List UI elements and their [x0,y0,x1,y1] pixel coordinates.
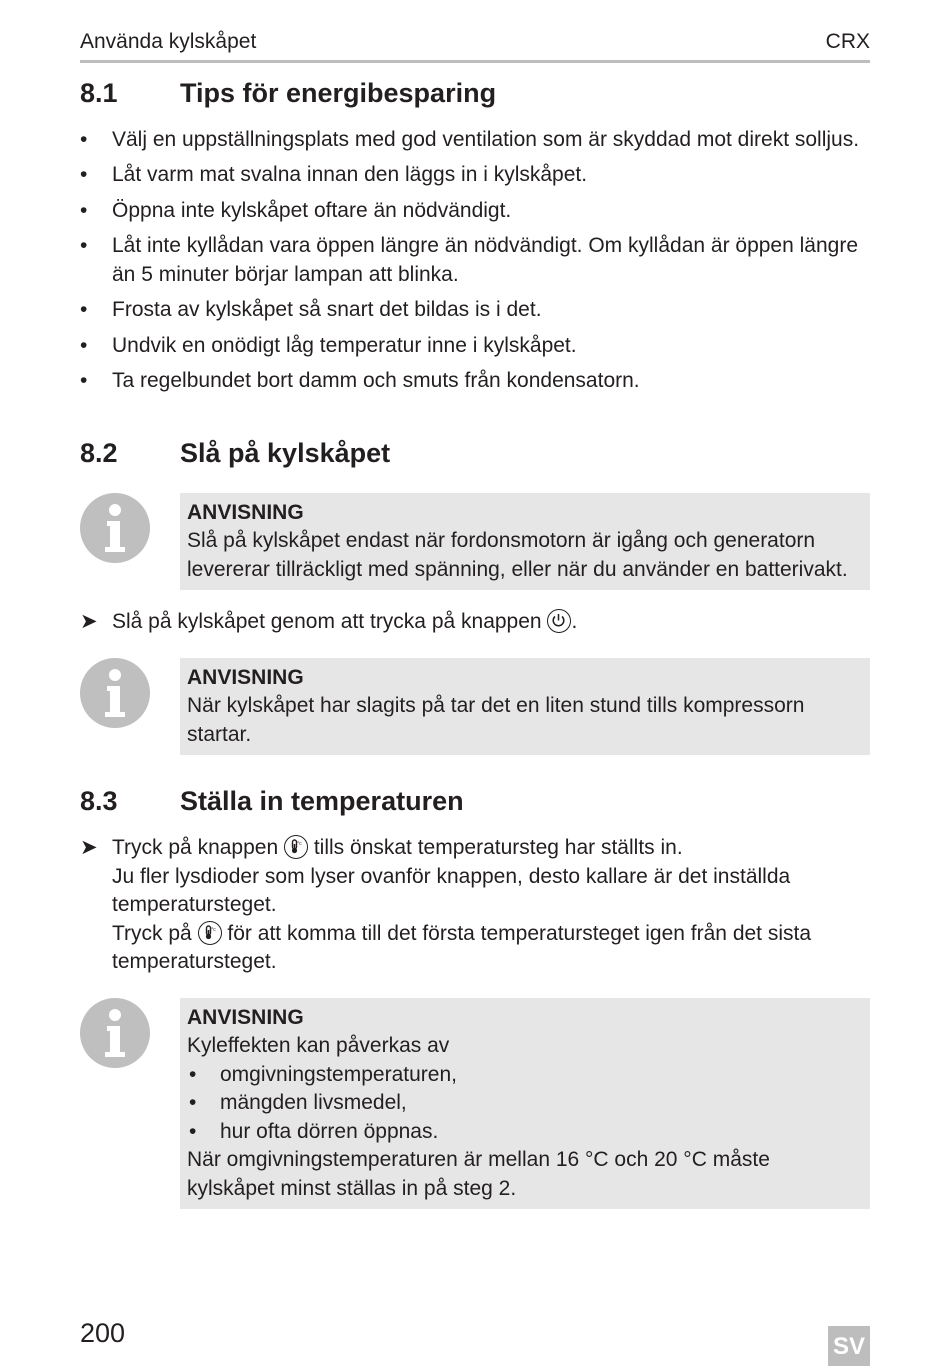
notice-text: Kyleffekten kan påverkas av [187,1034,450,1057]
page-number: 200 [80,1318,126,1348]
section-title: Slå på kylskåpet [180,438,391,468]
language-badge: SV [828,1326,870,1366]
section-title: Tips för energibesparing [180,78,497,108]
info-icon [80,658,150,728]
power-icon [547,609,571,633]
info-icon [80,998,150,1068]
running-header-chapter: Använda kylskåpet [80,30,257,53]
instruction-step [80,834,870,977]
section-heading-8-2 [80,438,390,469]
list-item: • Låt varm mat svalna innan den läggs in i kylskåpet. [80,161,870,190]
thermometer-icon [198,921,222,945]
section-number: 8.1 [80,78,118,108]
instruction-step [80,608,870,637]
section-number: 8.3 [80,786,118,816]
notice-title: ANVISNING [187,1006,304,1029]
energy-tips-list [80,126,870,402]
step-explanation: Ju fler lysdioder som lyser ovanför knappen, desto kallare är det inställda temperatursteget. [112,864,791,917]
thermometer-icon [284,835,308,859]
notice-box [180,658,870,755]
notice-title: ANVISNING [187,666,304,689]
svg-text:°c: °c [210,926,216,933]
step-text-end: . [571,610,578,633]
info-icon [80,493,150,563]
running-header-model: CRX [825,30,870,53]
list-item: • mängden livsmedel, [187,1089,862,1118]
notice-box [180,493,870,590]
factors-list [187,1061,862,1147]
step-text: tills önskat temperatursteg har ställts in. [313,836,683,859]
notice-text: När kylskåpet har slagits på tar det en liten stund tills kompressorn startar. [187,694,805,746]
step-text: för att komma till det första temperatursteget igen från det sista temperatursteget. [112,921,812,974]
list-item: • Undvik en onödigt låg temperatur inne i kylskåpet. [80,332,870,361]
step-text: Tryck på [112,921,192,945]
step-arrow: ➤ [80,836,98,859]
list-item: • Öppna inte kylskåpet oftare än nödvändigt. [80,197,870,226]
section-number: 8.2 [80,438,118,468]
notice-title: ANVISNING [187,501,304,524]
list-item: • Låt inte kyllådan vara öppen längre än nödvändigt. Om kyllådan är öppen längre än 5 minuter börjar lampan att blinka. [80,232,870,289]
step-arrow: ➤ [80,610,98,633]
list-item: • Ta regelbundet bort damm och smuts från kondensatorn. [80,367,870,396]
list-item: • Välj en uppställningsplats med god ventilation som är skyddad mot direkt solljus. [80,126,870,155]
notice-text: När omgivningstemperaturen är mellan 16 °C och 20 °C måste kylskåpet minst ställas in på steg 2. [187,1148,770,1200]
notice-box [180,998,870,1209]
notice-text: Slå på kylskåpet endast när fordonsmotorn är igång och generatorn levererar tillräckligt med spänning, eller när du använder en batterivakt. [187,529,848,581]
list-item: • omgivningstemperaturen, [187,1061,862,1090]
list-item: • Frosta av kylskåpet så snart det bildas is i det. [80,296,870,325]
header-divider [80,60,870,63]
step-text: Slå på kylskåpet genom att trycka på knappen [112,610,542,633]
svg-text:°c: °c [297,841,302,847]
section-heading-8-1 [80,78,496,109]
section-heading-8-3 [80,786,464,817]
section-title: Ställa in temperaturen [180,786,464,816]
list-item: • hur ofta dörren öppnas. [187,1118,862,1147]
step-text: Tryck på knappen [112,836,279,859]
